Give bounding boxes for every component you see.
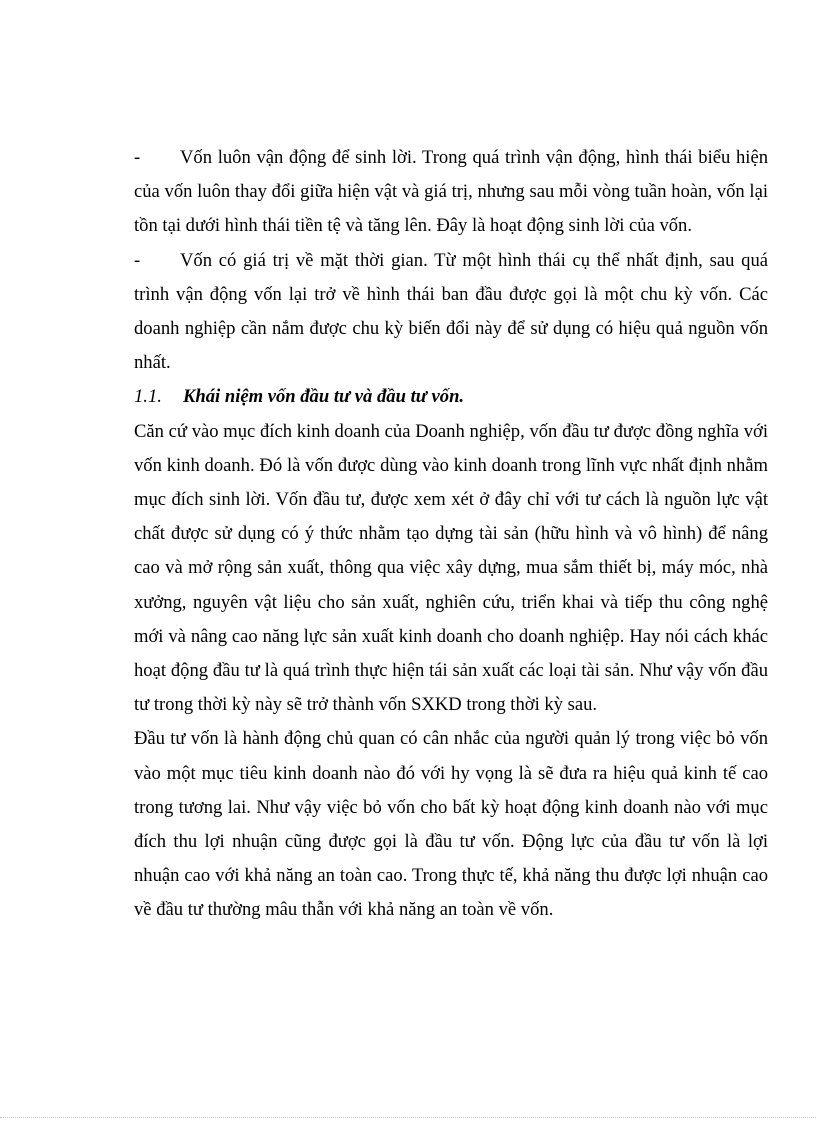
bullet-paragraph-2 [134, 244, 768, 381]
section-number: 1.1. [134, 386, 162, 408]
body-paragraph-2: Đầu tư vốn là hành động chủ quan có cân nhắc của người quản lý trong việc bỏ vốn vào một mục tiêu kinh doanh nào đó với hy vọng là sẽ đưa ra hiệu quả kinh tế cao trong tương lai. Như vậy việc bỏ vốn cho bất kỳ hoạt động kinh doanh nào với mục đích thu lợi nhuận cũng được gọi là đầu tư vốn. Động lực của đầu tư vốn là lợi nhuận cao với khả năng an toàn cao. Trong thực tế, khả năng thu được lợi nhuận cao về đầu tư thường mâu thẫn với khả năng an toàn về vốn. [134, 728, 768, 921]
section-heading [134, 380, 768, 414]
bullet-dash: - [134, 147, 141, 168]
page-bottom-divider [0, 1117, 816, 1118]
body-paragraph-1: Căn cứ vào mục đích kinh doanh của Doanh nghiệp, vốn đầu tư được đồng nghĩa với vốn kinh doanh. Đó là vốn được dùng vào kinh doanh trong lĩnh vực nhất định nhằm mục đích sinh lời. Vốn đầu tư, được xem xét ở đây chỉ với tư cách là nguồn lực vật chất được sử dụng có ý thức nhằm tạo dựng tài sản (hữu hình và vô hình) để nâng cao và mở rộng sản xuất, thông qua việc xây dựng, mua sắm thiết bị, máy móc, nhà xưởng, nguyên vật liệu cho sản xuất, nghiên cứu, triển khai và tiếp thu công nghệ mới và nâng cao năng lực sản xuất kinh doanh cho doanh nghiệp. Hay nói cách khác hoạt động đầu tư là quá trình thực hiện tái sản xuất các loại tài sản. Như vậy vốn đầu tư trong thời kỳ này sẽ trở thành vốn SXKD trong thời kỳ sau. [134, 420, 768, 716]
section-title: Khái niệm vốn đầu tư và đầu tư vốn. [183, 386, 465, 408]
bullet-paragraph-text: Vốn có giá trị về mặt thời gian. Từ một hình thái cụ thể nhất định, sau quá trình vận động vốn lại trở về hình thái ban đầu được gọi là một chu kỳ vốn. Các doanh nghiệp cần nắm được chu kỳ biến đổi này để sử dụng có hiệu quả nguồn vốn nhất. [134, 249, 768, 374]
page-content [134, 141, 768, 928]
bullet-dash: - [134, 249, 141, 271]
bullet-paragraph-1 [134, 141, 768, 244]
bullet-paragraph-text: Vốn luôn vận động để sinh lời. Trong quá trình vận động, hình thái biểu hiện của vốn luôn thay đổi giữa hiện vật và giá trị, nhưng sau mỗi vòng tuần hoàn, vốn lại tồn tại dưới hình thái tiền tệ và tăng lên. Đây là hoạt động sinh lời của vốn. [134, 147, 768, 237]
